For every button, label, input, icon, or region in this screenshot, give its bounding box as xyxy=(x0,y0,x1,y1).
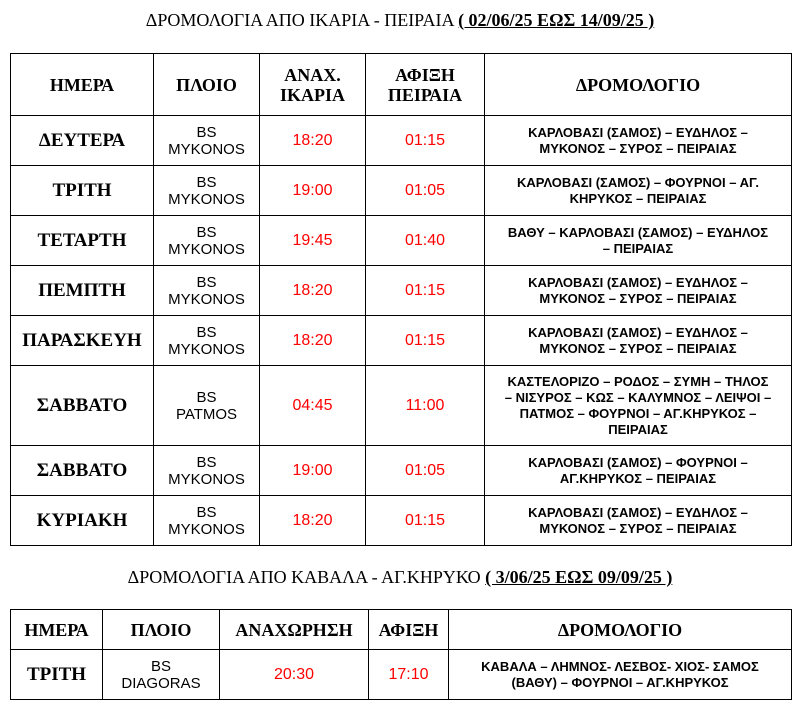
header-day: ΗΜΕΡΑ xyxy=(11,610,103,650)
table-row xyxy=(11,216,792,266)
route-line: (ΒΑΘΥ) – ΦΟΥΡΝΟΙ – ΑΓ.ΚΗΡΥΚΟΣ xyxy=(511,674,729,690)
table-row xyxy=(11,650,792,700)
table-header-row xyxy=(11,54,792,116)
row-ship xyxy=(154,216,260,266)
ship-line: MYKONOS xyxy=(168,240,245,258)
header-route: ΔΡΟΜΟΛΟΓΙΟ xyxy=(449,610,792,650)
row-day: ΣΑΒΒΑΤΟ xyxy=(11,366,154,446)
route-line: ΚΑΡΛΟΒΑΣΙ (ΣΑΜΟΣ) – ΕΥΔΗΛΟΣ – xyxy=(528,324,748,340)
row-day: ΤΡΙΤΗ xyxy=(11,650,103,700)
row-day: ΔΕΥΤΕΡΑ xyxy=(11,116,154,166)
route-line: ΜΥΚΟΝΟΣ – ΣΥΡΟΣ – ΠΕΙΡΑΙΑΣ xyxy=(539,520,737,536)
header-ship: ΠΛΟΙΟ xyxy=(103,610,220,650)
row-ship xyxy=(154,116,260,166)
route-line: ΠΑΤΜΟΣ – ΦΟΥΡΝΟΙ – ΑΓ.ΚΗΡΥΚΟΣ – xyxy=(519,405,757,421)
header-departure xyxy=(260,54,366,116)
row-day: ΣΑΒΒΑΤΟ xyxy=(11,446,154,496)
route-line: ΚΑΡΛΟΒΑΣΙ (ΣΑΜΟΣ) – ΕΥΔΗΛΟΣ – xyxy=(528,504,748,520)
route-line: ΜΥΚΟΝΟΣ – ΣΥΡΟΣ – ΠΕΙΡΑΙΑΣ xyxy=(539,140,737,156)
section1-title-period: ( 02/06/25 ΕΩΣ 14/09/25 ) xyxy=(458,10,655,30)
route-line: ΜΥΚΟΝΟΣ – ΣΥΡΟΣ – ΠΕΙΡΑΙΑΣ xyxy=(539,290,737,306)
section2-title-period: ( 3/06/25 ΕΩΣ 09/09/25 ) xyxy=(485,567,673,587)
section1-title xyxy=(0,10,800,31)
ship-line: BS xyxy=(150,657,171,675)
table-row xyxy=(11,316,792,366)
row-route xyxy=(485,316,792,366)
ship-line: PATMOS xyxy=(175,405,238,423)
route-line: ΠΕΙΡΑΙΑΣ xyxy=(608,421,668,437)
header-day: ΗΜΕΡΑ xyxy=(11,54,154,116)
row-departure: 20:30 xyxy=(220,650,369,700)
route-line: ΒΑΘΥ – ΚΑΡΛΟΒΑΣΙ (ΣΑΜΟΣ) – ΕΥΔΗΛΟΣ xyxy=(507,224,769,240)
row-departure: 19:00 xyxy=(260,166,366,216)
row-arrival: 01:15 xyxy=(366,266,485,316)
row-route xyxy=(485,216,792,266)
route-line: ΚΑΡΛΟΒΑΣΙ (ΣΑΜΟΣ) – ΕΥΔΗΛΟΣ – xyxy=(528,124,748,140)
ship-line: MYKONOS xyxy=(168,190,245,208)
row-arrival: 17:10 xyxy=(369,650,449,700)
schedule-table-kavala-agkirykos xyxy=(10,609,792,700)
table-row xyxy=(11,116,792,166)
row-day: ΤΡΙΤΗ xyxy=(11,166,154,216)
header-arrival-line1: ΑΦΙΞΗ xyxy=(395,64,455,85)
row-departure: 19:00 xyxy=(260,446,366,496)
row-arrival: 01:15 xyxy=(366,496,485,546)
header-arrival: ΑΦΙΞΗ xyxy=(369,610,449,650)
row-route xyxy=(485,166,792,216)
ship-line: MYKONOS xyxy=(168,520,245,538)
route-line: ΑΓ.ΚΗΡΥΚΟΣ – ΠΕΙΡΑΙΑΣ xyxy=(559,470,717,486)
row-arrival: 01:15 xyxy=(366,116,485,166)
row-departure: 18:20 xyxy=(260,496,366,546)
ship-line: BS xyxy=(196,123,217,141)
header-ship: ΠΛΟΙΟ xyxy=(154,54,260,116)
row-day: ΠΑΡΑΣΚΕΥΗ xyxy=(11,316,154,366)
header-departure-line1: ΑΝΑΧ. xyxy=(284,64,341,85)
row-departure: 18:20 xyxy=(260,316,366,366)
row-departure: 19:45 xyxy=(260,216,366,266)
row-route xyxy=(485,266,792,316)
route-line: ΜΥΚΟΝΟΣ – ΣΥΡΟΣ – ΠΕΙΡΑΙΑΣ xyxy=(539,340,737,356)
table-row xyxy=(11,446,792,496)
row-ship xyxy=(103,650,220,700)
section2-title xyxy=(0,567,800,588)
ship-line: DIAGORAS xyxy=(121,674,201,692)
header-departure: ΑΝΑΧΩΡΗΣΗ xyxy=(220,610,369,650)
ship-line: MYKONOS xyxy=(168,290,245,308)
row-ship xyxy=(154,266,260,316)
route-line: ΚΑΣΤΕΛΟΡΙΖΟ – ΡΟΔΟΣ – ΣΥΜΗ – ΤΗΛΟΣ xyxy=(507,373,769,389)
header-arrival-line2: ΠΕΙΡΑΙΑ xyxy=(387,84,463,105)
ship-line: BS xyxy=(196,173,217,191)
table-header-row xyxy=(11,610,792,650)
ship-line: BS xyxy=(196,503,217,521)
row-arrival: 01:05 xyxy=(366,446,485,496)
route-line: ΚΑΡΛΟΒΑΣΙ (ΣΑΜΟΣ) – ΕΥΔΗΛΟΣ – xyxy=(528,274,748,290)
row-ship xyxy=(154,366,260,446)
ship-line: MYKONOS xyxy=(168,470,245,488)
ship-line: BS xyxy=(196,323,217,341)
row-arrival: 01:05 xyxy=(366,166,485,216)
header-route: ΔΡΟΜΟΛΟΓΙΟ xyxy=(485,54,792,116)
table-row xyxy=(11,166,792,216)
row-departure: 18:20 xyxy=(260,266,366,316)
section2-title-main: ΔΡΟΜΟΛΟΓΙΑ ΑΠΟ ΚΑΒΑΛΑ - ΑΓ.ΚΗΡΥΚΟ xyxy=(127,567,481,587)
row-departure: 18:20 xyxy=(260,116,366,166)
row-departure: 04:45 xyxy=(260,366,366,446)
header-departure-line2: ΙΚΑΡΙΑ xyxy=(279,84,345,105)
row-day: ΚΥΡΙΑΚΗ xyxy=(11,496,154,546)
ship-line: MYKONOS xyxy=(168,140,245,158)
row-arrival: 01:40 xyxy=(366,216,485,266)
row-ship xyxy=(154,166,260,216)
row-ship xyxy=(154,446,260,496)
row-ship xyxy=(154,496,260,546)
row-arrival: 11:00 xyxy=(366,366,485,446)
route-line: ΚΑΡΛΟΒΑΣΙ (ΣΑΜΟΣ) – ΦΟΥΡΝΟΙ – xyxy=(528,454,748,470)
header-arrival xyxy=(366,54,485,116)
row-day: ΤΕΤΑΡΤΗ xyxy=(11,216,154,266)
row-arrival: 01:15 xyxy=(366,316,485,366)
section1-title-main: ΔΡΟΜΟΛΟΓΙΑ ΑΠΟ ΙΚΑΡΙΑ - ΠΕΙΡΑΙΑ xyxy=(145,10,454,30)
row-route xyxy=(485,496,792,546)
route-line: – ΠΕΙΡΑΙΑΣ xyxy=(602,240,674,256)
route-line: – ΝΙΣΥΡΟΣ – ΚΩΣ – ΚΑΛΥΜΝΟΣ – ΛΕΙΨΟΙ – xyxy=(504,389,772,405)
row-route xyxy=(485,366,792,446)
table-row xyxy=(11,366,792,446)
table-row xyxy=(11,266,792,316)
schedule-table-ikaria-piraeus xyxy=(10,53,792,546)
ship-line: BS xyxy=(196,388,217,406)
row-route xyxy=(449,650,792,700)
route-line: ΚΑΡΛΟΒΑΣΙ (ΣΑΜΟΣ) – ΦΟΥΡΝΟΙ – ΑΓ. xyxy=(517,174,759,190)
row-route xyxy=(485,116,792,166)
route-line: ΚΗΡΥΚΟΣ – ΠΕΙΡΑΙΑΣ xyxy=(569,190,707,206)
row-route xyxy=(485,446,792,496)
table-row xyxy=(11,496,792,546)
row-day: ΠΕΜΠΤΗ xyxy=(11,266,154,316)
row-ship xyxy=(154,316,260,366)
ship-line: BS xyxy=(196,223,217,241)
ship-line: MYKONOS xyxy=(168,340,245,358)
ship-line: BS xyxy=(196,453,217,471)
ship-line: BS xyxy=(196,273,217,291)
route-line: ΚΑΒΑΛΑ – ΛΗΜΝΟΣ- ΛΕΣΒΟΣ- ΧΙΟΣ- ΣΑΜΟΣ xyxy=(481,658,759,674)
